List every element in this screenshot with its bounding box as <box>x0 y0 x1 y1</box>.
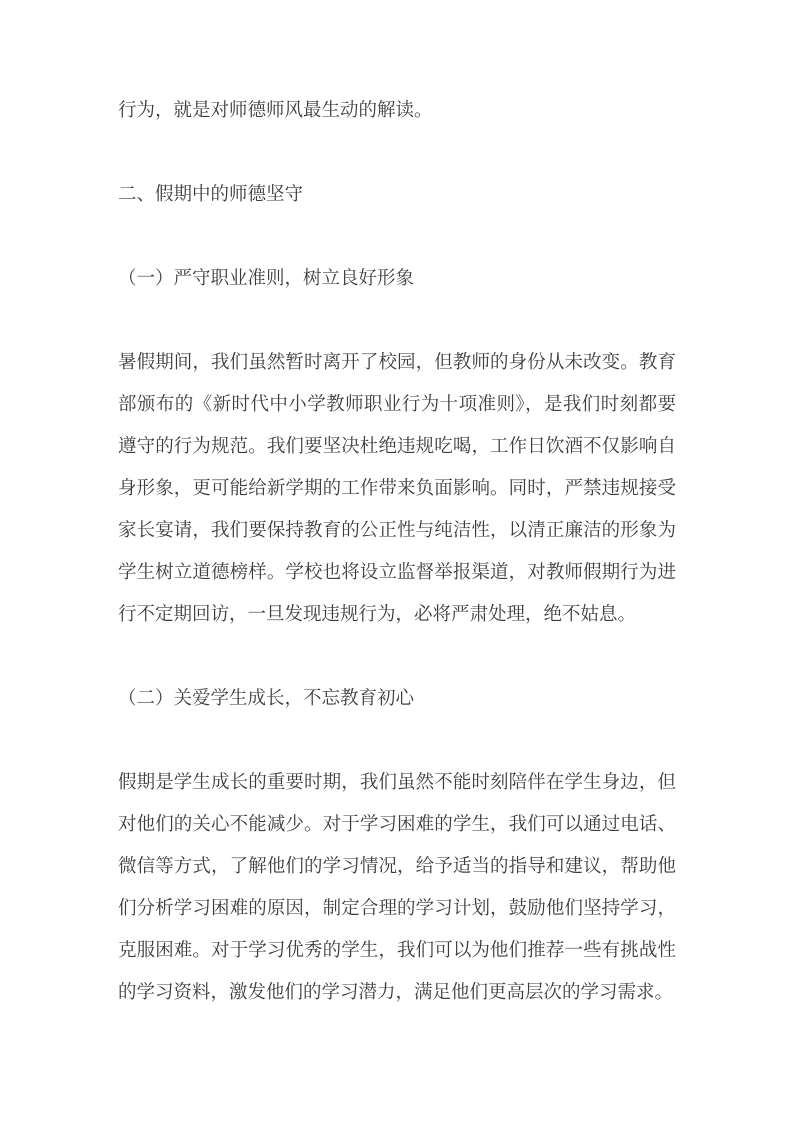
paragraph-section-2-1: 暑假期间，我们虽然暂时离开了校园，但教师的身份从未改变。教育部颁布的《新时代中小学教师职业行为十项准则》，是我们时刻都要遵守的行为规范。我们要坚决杜绝违规吃喝，工作日饮酒不仅影响自身形象，更可能给新学期的工作带来负面影响。同时，严禁违规接受家长宴请，我们要保持教育的公正性与纯洁性，以清正廉洁的形象为学生树立道德榜样。学校也将设立监督举报渠道，对教师假期行为进行不定期回访，一旦发现违规行为，必将严肃处理，绝不姑息。 <box>118 353 676 625</box>
paragraph-continuation: 行为，就是对师德师风最生动的解读。 <box>118 101 433 121</box>
subsection-heading-2-1: （一）严守职业准则，树立良好形象 <box>118 269 415 289</box>
paragraph-section-2-2: 假期是学生成长的重要时期，我们虽然不能时刻陪伴在学生身边，但对他们的关心不能减少。对于学习困难的学生，我们可以通过电话、微信等方式，了解他们的学习情况，给予适当的指导和建议，帮助他们分析学习困难的原因，制定合理的学习计划，鼓励他们坚持学习，克服困难。对于学习优秀的学生，我们可以为他们推荐一些有挑战性的学习资料，激发他们的学习潜力，满足他们更高层次的学习需求。 <box>118 773 676 1003</box>
subsection-heading-2-2: （二）关爱学生成长，不忘教育初心 <box>118 689 415 709</box>
section-heading-2: 二、假期中的师德坚守 <box>118 185 304 205</box>
